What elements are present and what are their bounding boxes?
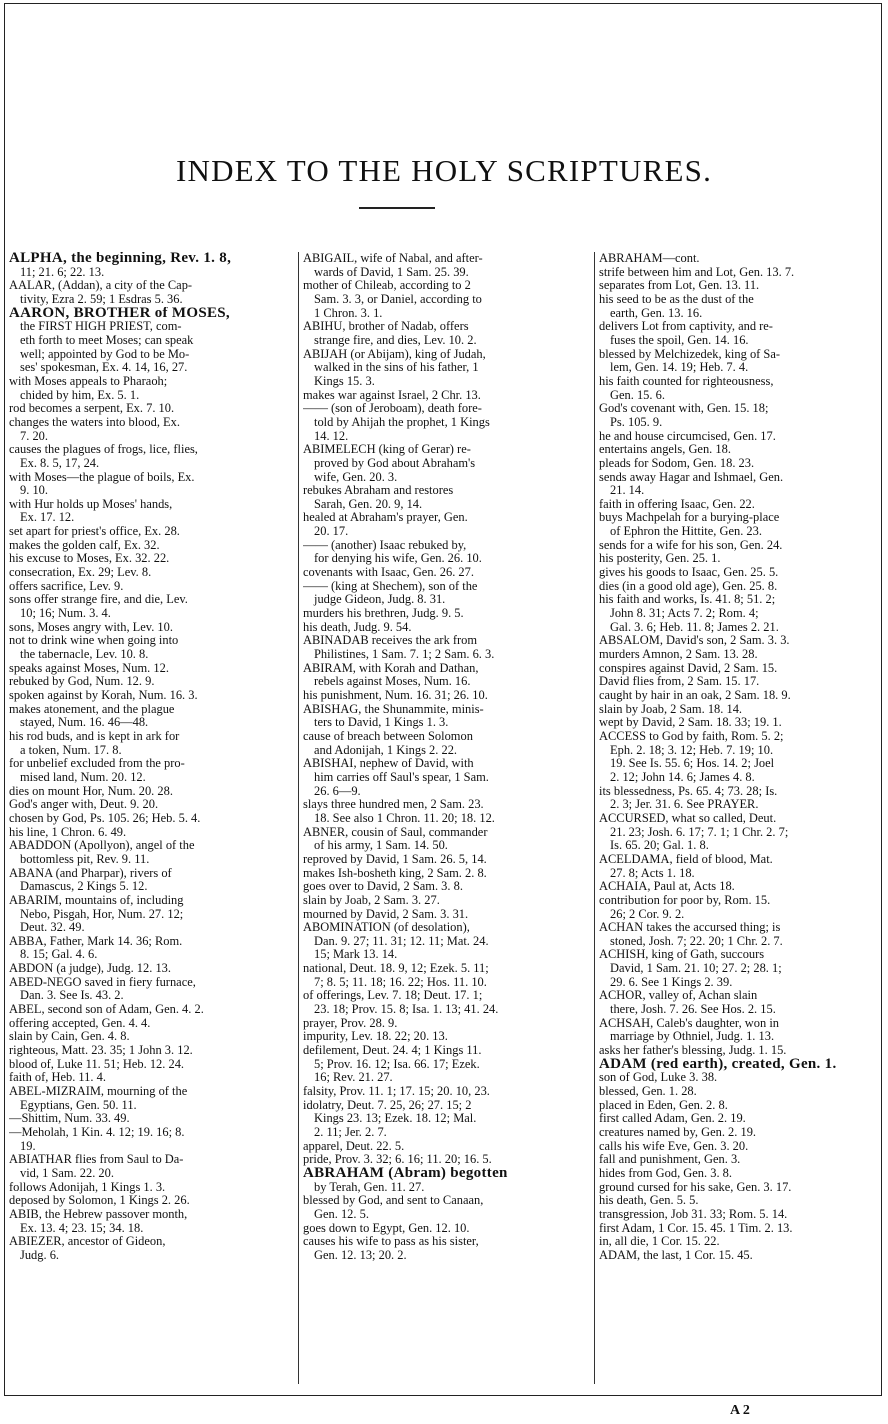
index-entry-line: ABIATHAR flies from Saul to Da- xyxy=(9,1153,184,1167)
index-entry-line: consecration, Ex. 29; Lev. 8. xyxy=(9,566,152,580)
index-entry-line: ACHSAH, Caleb's daughter, won in xyxy=(599,1016,779,1030)
index-entry-line: son of God, Luke 3. 38. xyxy=(599,1071,718,1085)
index-entry-line: murders his brethren, Judg. 9. 5. xyxy=(303,607,464,621)
index-entry-line: ground cursed for his sake, Gen. 3. 17. xyxy=(599,1180,792,1194)
index-entry-line: ABIHU, brother of Nadab, offers xyxy=(303,320,469,334)
index-entry-line: Gen. 12. 13; 20. 2. xyxy=(314,1248,407,1262)
index-entry-line: Sarah, Gen. 20. 9, 14. xyxy=(314,497,423,511)
index-entry-line: entertains angels, Gen. 18. xyxy=(599,443,731,457)
index-entry-line: his seed to be as the dust of the xyxy=(599,292,754,306)
index-entry-line: ABSALOM, David's son, 2 Sam. 3. 3. xyxy=(599,634,790,648)
index-entry-line: 1 Chron. 3. 1. xyxy=(314,306,383,320)
index-entry-line: 21. 23; Josh. 6. 17; 7. 1; 1 Chr. 2. 7; xyxy=(610,825,789,839)
index-entry-line: 26. 6—9. xyxy=(314,784,361,798)
index-entry-line: 5; Prov. 16. 12; Isa. 66. 17; Ezek. xyxy=(314,1057,480,1071)
index-entry-line: wards of David, 1 Sam. 25. 39. xyxy=(314,265,469,279)
index-entry-line: slain by Joab, 2 Sam. 18. 14. xyxy=(599,702,743,716)
index-entry-line: murders Amnon, 2 Sam. 13. 28. xyxy=(599,648,758,662)
index-entry-line: rod becomes a serpent, Ex. 7. 10. xyxy=(9,402,175,416)
index-entry-line: 29. 6. See 1 Kings 2. 39. xyxy=(610,975,733,989)
index-heading-entry: ADAM (red earth), created, Gen. 1. xyxy=(599,1057,837,1072)
index-entry-line: separates from Lot, Gen. 13. 11. xyxy=(599,279,760,293)
index-entry-line: speaks against Moses, Num. 12. xyxy=(9,661,169,675)
index-entry-line: Philistines, 1 Sam. 7. 1; 2 Sam. 6. 3. xyxy=(314,648,495,662)
index-entry-line: ABIJAH (or Abijam), king of Judah, xyxy=(303,347,486,361)
index-entry-line: walked in the sins of his father, 1 xyxy=(314,361,479,375)
index-entry-line: Ex. 17. 12. xyxy=(20,511,75,525)
index-entry-line: marriage by Othniel, Judg. 1. 13. xyxy=(610,1030,775,1044)
index-entry-line: makes the golden calf, Ex. 32. xyxy=(9,538,160,552)
index-entry-line: 20. 17. xyxy=(314,525,349,539)
index-entry-line: stoned, Josh. 7; 22. 20; 1 Chr. 2. 7. xyxy=(610,934,783,948)
index-entry-line: God's covenant with, Gen. 15. 18; xyxy=(599,402,769,416)
index-entry-line: ACCURSED, what so called, Deut. xyxy=(599,811,777,825)
index-entry-line: Judg. 6. xyxy=(20,1248,60,1262)
index-entry-line: for denying his wife, Gen. 26. 10. xyxy=(314,552,482,566)
index-entry-line: his faith counted for righteousness, xyxy=(599,374,774,388)
index-entry-line: ABISHAI, nephew of David, with xyxy=(303,757,474,771)
index-entry-line: 27. 8; Acts 1. 18. xyxy=(610,866,695,880)
index-entry-line: first called Adam, Gen. 2. 19. xyxy=(599,1112,746,1126)
index-entry-line: well; appointed by God to be Mo- xyxy=(20,347,190,361)
index-entry-line: 16; Rev. 21. 27. xyxy=(314,1071,393,1085)
index-entry-line: righteous, Matt. 23. 35; 1 John 3. 12. xyxy=(9,1044,193,1058)
index-entry-line: makes atonement, and the plague xyxy=(9,702,175,716)
index-entry-line: mourned by David, 2 Sam. 3. 31. xyxy=(303,907,469,921)
index-entry-line: 19. See Is. 55. 6; Hos. 14. 2; Joel xyxy=(610,757,775,771)
index-entry-line: ABOMINATION (of desolation), xyxy=(303,921,470,935)
index-entry-line: conspires against David, 2 Sam. 15. xyxy=(599,661,778,675)
index-entry-line: contribution for poor by, Rom. 15. xyxy=(599,893,771,907)
index-entry-line: a token, Num. 17. 8. xyxy=(20,743,122,757)
index-entry-line: him carries off Saul's spear, 1 Sam. xyxy=(314,770,489,784)
index-entry-line: the tabernacle, Lev. 10. 8. xyxy=(20,648,149,662)
index-entry-line: sends for a wife for his son, Gen. 24. xyxy=(599,538,783,552)
index-entry-line: Dan. 9. 27; 11. 31; 12. 11; Mat. 24. xyxy=(314,934,489,948)
index-entry-line: spoken against by Korah, Num. 16. 3. xyxy=(9,689,198,702)
index-entry-line: sends away Hagar and Ishmael, Gen. xyxy=(599,470,784,484)
page-title: INDEX TO THE HOLY SCRIPTURES. xyxy=(175,152,713,188)
index-entry-line: ABEL-MIZRAIM, mourning of the xyxy=(9,1085,188,1099)
index-entry-line: ABED-NEGO saved in fiery furnace, xyxy=(9,975,196,989)
index-entry-line: 7; 8. 5; 11. 18; 16. 22; Hos. 11. 10. xyxy=(314,975,487,989)
index-entry-line: ADAM, the last, 1 Cor. 15. 45. xyxy=(599,1248,753,1262)
index-entry-line: covenants with Isaac, Gen. 26. 27. xyxy=(303,566,474,580)
index-entry-line: Ex. 8. 5, 17, 24. xyxy=(20,456,100,470)
index-entry-line: wife, Gen. 20. 3. xyxy=(314,470,398,484)
index-entry-line: Kings 23. 13; Ezek. 18. 12; Mal. xyxy=(314,1112,477,1126)
index-entry-line: 21. 14. xyxy=(610,484,645,498)
index-entry-line: there, Josh. 7. 26. See Hos. 2. 15. xyxy=(610,1003,776,1017)
index-entry-line: told by Ahijah the prophet, 1 Kings xyxy=(314,415,490,429)
index-column-3 xyxy=(599,252,876,1384)
index-entry-line: hides from God, Gen. 3. 8. xyxy=(599,1166,732,1180)
index-entry-line: 2. 11; Jer. 2. 7. xyxy=(314,1126,387,1139)
index-entry-line: —— (son of Jeroboam), death fore- xyxy=(303,402,482,416)
index-entry-line: vid, 1 Sam. 22. 20. xyxy=(20,1166,114,1180)
index-entry-line: rebukes Abraham and restores xyxy=(303,484,454,498)
index-entry-line: ABISHAG, the Shunammite, minis- xyxy=(303,702,484,716)
index-entry-line: causes the plagues of frogs, lice, flies, xyxy=(9,443,198,457)
index-entry-line: ABINADAB receives the ark from xyxy=(303,634,478,648)
index-entry-line: David, 1 Sam. 21. 10; 27. 2; 28. 1; xyxy=(610,962,782,976)
index-entry-line: bottomless pit, Rev. 9. 11. xyxy=(20,852,150,866)
index-entry-line: David flies from, 2 Sam. 15. 17. xyxy=(599,675,760,689)
index-entry-line: strange fire, and dies, Lev. 10. 2. xyxy=(314,333,477,347)
index-entry-line: blessed, Gen. 1. 28. xyxy=(599,1085,697,1099)
index-entry-line: national, Deut. 18. 9, 12; Ezek. 5. 11; xyxy=(303,962,489,976)
index-entry-line: creatures named by, Gen. 2. 19. xyxy=(599,1126,757,1139)
index-heading-entry: ALPHA, the beginning, Rev. 1. 8, xyxy=(9,252,232,266)
index-entry-line: ABIRAM, with Korah and Dathan, xyxy=(303,661,479,675)
index-entry-line: John 8. 31; Acts 7. 2; Rom. 4; xyxy=(610,607,759,621)
index-entry-line: Deut. 32. 49. xyxy=(20,921,85,935)
index-entry-line: apparel, Deut. 22. 5. xyxy=(303,1139,405,1153)
index-entry-line: ACHISH, king of Gath, succours xyxy=(599,948,765,962)
index-entry-line: ABADDON (Apollyon), angel of the xyxy=(9,839,195,853)
index-entry-line: blessed by God, and sent to Canaan, xyxy=(303,1194,484,1208)
index-entry-line: 8. 15; Gal. 4. 6. xyxy=(20,948,98,962)
index-entry-line: first Adam, 1 Cor. 15. 45. 1 Tim. 2. 13. xyxy=(599,1221,793,1235)
index-entry-line: defilement, Deut. 24. 4; 1 Kings 11. xyxy=(303,1044,482,1058)
index-entry-line: mised land, Num. 20. 12. xyxy=(20,770,146,784)
index-entry-line: dies (in a good old age), Gen. 25. 8. xyxy=(599,579,778,593)
index-entry-line: ABANA (and Pharpar), rivers of xyxy=(9,866,172,880)
index-entry-line: earth, Gen. 13. 16. xyxy=(610,306,703,320)
index-entry-line: offers sacrifice, Lev. 9. xyxy=(9,579,124,593)
index-heading-entry: ABRAHAM (Abram) begotten xyxy=(303,1166,508,1181)
index-entry-line: placed in Eden, Gen. 2. 8. xyxy=(599,1098,728,1112)
index-entry-line: his excuse to Moses, Ex. 32. 22. xyxy=(9,552,170,566)
index-entry-line: of his army, 1 Sam. 14. 50. xyxy=(314,839,448,853)
index-entry-line: ABARIM, mountains of, including xyxy=(9,893,184,907)
index-entry-line: ABEL, second son of Adam, Gen. 4. 2. xyxy=(9,1003,204,1017)
index-entry-line: his line, 1 Chron. 6. 49. xyxy=(9,825,127,839)
index-entry-line: Dan. 3. See Is. 43. 2. xyxy=(20,989,124,1003)
index-entry-line: proved by God about Abraham's xyxy=(314,456,476,470)
index-entry-line: 10; 16; Num. 3. 4. xyxy=(20,607,111,621)
index-column-2 xyxy=(303,252,590,1384)
index-entry-line: with Moses appeals to Pharaoh; xyxy=(9,374,168,388)
index-entry-line: transgression, Job 31. 33; Rom. 5. 14. xyxy=(599,1207,788,1221)
index-entry-line: pleads for Sodom, Gen. 18. 23. xyxy=(599,456,755,470)
index-entry-line: ABBA, Father, Mark 14. 36; Rom. xyxy=(9,934,183,948)
index-entry-line: ACHOR, valley of, Achan slain xyxy=(599,989,758,1003)
index-entry-line: his death, Judg. 9. 54. xyxy=(303,620,412,634)
index-entry-line: follows Adonijah, 1 Kings 1. 3. xyxy=(9,1180,166,1194)
index-entry-line: 2. 12; John 14. 6; James 4. 8. xyxy=(610,770,755,784)
index-entry-line: 2. 3; Jer. 31. 6. See PRAYER. xyxy=(610,798,759,812)
index-entry-line: slain by Joab, 2 Sam. 3. 27. xyxy=(303,893,440,907)
index-entry-line: ABIEZER, ancestor of Gideon, xyxy=(9,1235,166,1249)
title-divider xyxy=(359,207,435,209)
index-entry-line: Gen. 12. 5. xyxy=(314,1207,369,1221)
index-entry-line: impurity, Lev. 18. 22; 20. 13. xyxy=(303,1030,448,1044)
index-entry-line: gives his goods to Isaac, Gen. 25. 5. xyxy=(599,566,779,580)
index-entry-line: tivity, Ezra 2. 59; 1 Esdras 5. 36. xyxy=(20,292,183,306)
index-entry-line: chosen by God, Ps. 105. 26; Heb. 5. 4. xyxy=(9,811,201,825)
index-entry-line: fuses the spoil, Gen. 14. 16. xyxy=(610,333,749,347)
index-column-1 xyxy=(9,252,294,1384)
index-entry-line: for unbelief excluded from the pro- xyxy=(9,757,185,771)
index-entry-line: ABIB, the Hebrew passover month, xyxy=(9,1207,188,1221)
index-entry-line: strife between him and Lot, Gen. 13. 7. xyxy=(599,265,795,279)
index-entry-line: Sam. 3. 3, or Daniel, according to xyxy=(314,292,482,306)
index-entry-line: 19. xyxy=(20,1139,36,1153)
index-entry-line: faith in offering Isaac, Gen. 22. xyxy=(599,497,755,511)
index-entry-line: reproved by David, 1 Sam. 26. 5, 14. xyxy=(303,852,487,866)
index-entry-line: 18. See also 1 Chron. 11. 20; 18. 12. xyxy=(314,811,495,825)
index-entry-line: chided by him, Ex. 5. 1. xyxy=(20,388,140,402)
index-entry-line: 15; Mark 13. 14. xyxy=(314,948,398,962)
index-entry-line: ABIMELECH (king of Gerar) re- xyxy=(303,443,471,457)
index-entry-line: changes the waters into blood, Ex. xyxy=(9,415,180,429)
index-entry-line: ABDON (a judge), Judg. 12. 13. xyxy=(9,962,172,976)
index-entry-line: his rod buds, and is kept in ark for xyxy=(9,729,180,743)
index-entry-line: Damascus, 2 Kings 5. 12. xyxy=(20,880,148,894)
index-entry-line: Gal. 3. 6; Heb. 11. 8; James 2. 21. xyxy=(610,620,779,634)
index-entry-line: delivers Lot from captivity, and re- xyxy=(599,320,773,334)
index-entry-line: wept by David, 2 Sam. 18. 33; 19. 1. xyxy=(599,716,782,730)
index-entry-line: asks her father's blessing, Judg. 1. 15. xyxy=(599,1044,787,1058)
index-entry-line: sons offer strange fire, and die, Lev. xyxy=(9,593,188,607)
index-entry-line: —Shittim, Num. 33. 49. xyxy=(9,1112,130,1126)
index-entry-line: of Ephron the Hittite, Gen. 23. xyxy=(610,525,762,539)
index-entry-line: deposed by Solomon, 1 Kings 2. 26. xyxy=(9,1194,190,1208)
index-entry-line: ABIGAIL, wife of Nabal, and after- xyxy=(303,252,483,265)
index-entry-line: slain by Cain, Gen. 4. 8. xyxy=(9,1030,130,1044)
index-entry-line: not to drink wine when going into xyxy=(9,634,179,648)
index-entry-line: makes war against Israel, 2 Chr. 13. xyxy=(303,388,481,402)
index-entry-line: —— (king at Shechem), son of the xyxy=(303,579,478,593)
index-entry-line: AALAR, (Addan), a city of the Cap- xyxy=(9,279,193,293)
index-entry-line: of offerings, Lev. 7. 18; Deut. 17. 1; xyxy=(303,989,483,1003)
index-entry-line: judge Gideon, Judg. 8. 31. xyxy=(314,593,446,607)
index-entry-line: fall and punishment, Gen. 3. xyxy=(599,1153,741,1167)
index-entry-line: ABRAHAM—cont. xyxy=(599,252,700,265)
index-entry-line: makes Ish-bosheth king, 2 Sam. 2. 8. xyxy=(303,866,487,880)
index-entry-line: ACHAIA, Paul at, Acts 18. xyxy=(599,880,735,894)
index-entry-line: 9. 10. xyxy=(20,484,48,498)
index-entry-line: blood of, Luke 11. 51; Heb. 12. 24. xyxy=(9,1057,185,1071)
index-entry-line: faith of, Heb. 11. 4. xyxy=(9,1071,106,1085)
index-entry-line: lem, Gen. 14. 19; Heb. 7. 4. xyxy=(610,361,749,375)
index-entry-line: rebuked by God, Num. 12. 9. xyxy=(9,675,155,689)
index-entry-line: ACCESS to God by faith, Rom. 5. 2; xyxy=(599,729,784,743)
index-entry-line: with Moses—the plague of boils, Ex. xyxy=(9,470,195,484)
index-entry-line: healed at Abraham's prayer, Gen. xyxy=(303,511,468,525)
index-entry-line: 14. 12. xyxy=(314,429,349,443)
index-entry-line: with Hur holds up Moses' hands, xyxy=(9,497,173,511)
index-entry-line: and Adonijah, 1 Kings 2. 22. xyxy=(314,743,458,757)
index-entry-line: goes over to David, 2 Sam. 3. 8. xyxy=(303,880,463,894)
index-entry-line: prayer, Prov. 28. 9. xyxy=(303,1016,398,1030)
index-entry-line: Eph. 2. 18; 3. 12; Heb. 7. 19; 10. xyxy=(610,743,774,757)
index-entry-line: buys Machpelah for a burying-place xyxy=(599,511,780,525)
index-entry-line: slays three hundred men, 2 Sam. 23. xyxy=(303,798,484,812)
index-entry-line: dies on mount Hor, Num. 20. 28. xyxy=(9,784,173,798)
index-entry-line: Gen. 15. 6. xyxy=(610,388,665,402)
index-entry-line: Ex. 13. 4; 23. 15; 34. 18. xyxy=(20,1221,144,1235)
index-entry-line: caught by hair in an oak, 2 Sam. 18. 9. xyxy=(599,689,791,702)
index-entry-line: 23. 18; Prov. 15. 8; Isa. 1. 13; 41. 24. xyxy=(314,1003,499,1017)
index-entry-line: offering accepted, Gen. 4. 4. xyxy=(9,1016,151,1030)
index-entry-line: by Terah, Gen. 11. 27. xyxy=(314,1180,425,1194)
index-entry-line: blessed by Melchizedek, king of Sa- xyxy=(599,347,780,361)
page-signature: A 2 xyxy=(730,1403,750,1418)
index-entry-line: its blessedness, Ps. 65. 4; 73. 28; Is. xyxy=(599,784,778,798)
index-entry-line: Egyptians, Gen. 50. 11. xyxy=(20,1098,137,1112)
index-entry-line: sons, Moses angry with, Lev. 10. xyxy=(9,620,173,634)
index-entry-line: goes down to Egypt, Gen. 12. 10. xyxy=(303,1221,470,1235)
index-entry-line: his punishment, Num. 16. 31; 26. 10. xyxy=(303,689,488,702)
column-divider-2 xyxy=(594,252,595,1384)
index-entry-line: mother of Chileab, according to 2 xyxy=(303,279,471,293)
index-entry-line: falsity, Prov. 11. 1; 17. 15; 20. 10, 23. xyxy=(303,1085,490,1099)
index-entry-line: Nebo, Pisgah, Hor, Num. 27. 12; xyxy=(20,907,184,921)
index-entry-line: God's anger with, Deut. 9. 20. xyxy=(9,798,159,812)
index-entry-line: his death, Gen. 5. 5. xyxy=(599,1194,699,1208)
index-entry-line: —— (another) Isaac rebuked by, xyxy=(303,538,467,552)
index-entry-line: rebels against Moses, Num. 16. xyxy=(314,675,471,689)
index-entry-line: Is. 65. 20; Gal. 1. 8. xyxy=(610,839,709,853)
index-entry-line: ters to David, 1 Kings 1. 3. xyxy=(314,716,449,730)
index-entry-line: cause of breach between Solomon xyxy=(303,729,473,743)
index-entry-line: in, all die, 1 Cor. 15. 22. xyxy=(599,1235,720,1249)
index-entry-line: his faith and works, Is. 41. 8; 51. 2; xyxy=(599,593,776,607)
index-entry-line: causes his wife to pass as his sister, xyxy=(303,1235,479,1249)
index-entry-line: 7. 20. xyxy=(20,429,48,443)
index-entry-line: idolatry, Deut. 7. 25, 26; 27. 15; 2 xyxy=(303,1098,472,1112)
column-divider-1 xyxy=(298,252,299,1384)
index-entry-line: calls his wife Eve, Gen. 3. 20. xyxy=(599,1139,749,1153)
index-entry-line: ACELDAMA, field of blood, Mat. xyxy=(599,852,773,866)
index-entry-line: 26; 2 Cor. 9. 2. xyxy=(610,907,685,921)
index-entry-line: 11; 21. 6; 22. 13. xyxy=(20,265,105,279)
index-entry-line: ABNER, cousin of Saul, commander xyxy=(303,825,488,839)
index-entry-line: stayed, Num. 16. 46—48. xyxy=(20,716,149,730)
index-entry-line: his posterity, Gen. 25. 1. xyxy=(599,552,721,566)
index-entry-line: Ps. 105. 9. xyxy=(610,415,663,429)
index-entry-line: —Meholah, 1 Kin. 4. 12; 19. 16; 8. xyxy=(9,1126,185,1139)
index-entry-line: the FIRST HIGH PRIEST, com- xyxy=(20,320,182,334)
index-entry-line: he and house circumcised, Gen. 17. xyxy=(599,429,776,443)
index-entry-line: eth forth to meet Moses; can speak xyxy=(20,333,194,347)
index-entry-line: pride, Prov. 3. 32; 6. 16; 11. 20; 16. 5. xyxy=(303,1153,492,1167)
index-entry-line: ACHAN takes the accursed thing; is xyxy=(599,921,781,935)
index-entry-line: Kings 15. 3. xyxy=(314,374,375,388)
index-heading-entry: AARON, BROTHER of MOSES, xyxy=(9,306,230,321)
index-entry-line: ses' spokesman, Ex. 4. 14, 16, 27. xyxy=(20,361,188,375)
index-entry-line: set apart for priest's office, Ex. 28. xyxy=(9,525,180,539)
